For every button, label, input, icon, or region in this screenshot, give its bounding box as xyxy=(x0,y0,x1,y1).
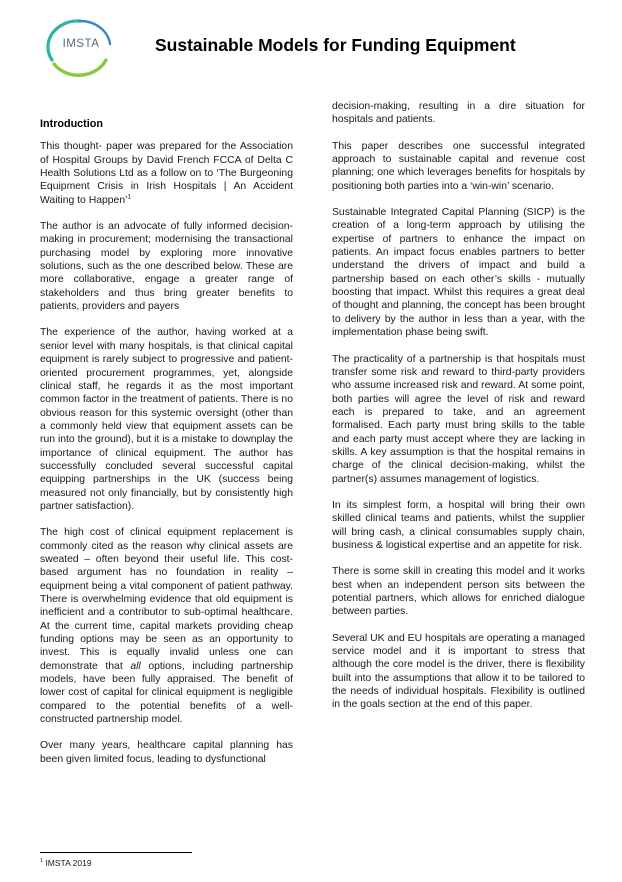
footnote-text: IMSTA 2019 xyxy=(45,858,92,868)
footnote xyxy=(40,858,92,868)
paragraph: Over many years, healthcare capital planning has been given limited focus, leading to dysfunctional xyxy=(40,740,293,765)
paragraph: There is some skill in creating this model and it works best when an independent person sits between the potential partners, which allows for enriched dialogue between parties. xyxy=(332,566,585,618)
paragraph: The author is an advocate of fully informed decision-making in procurement; modernising the transactional purchasing model by exploring more innovative solutions, such as the one described below. These are more collaborative, engage a greater range of stakeholders and thus bring greater benefits to patients, providers and payers xyxy=(40,221,293,313)
footnote-divider xyxy=(40,852,192,853)
paragraph: Several UK and EU hospitals are operating a managed service model and it is important to stress that although the core model is the driver, there is flexibility built into the assumptions that allow it to be tailored to the needs of individual hospitals. Flexibility is outlined in the goals section at the end of this paper. xyxy=(332,632,585,711)
paragraph: The practicality of a partnership is that hospitals must transfer some risk and reward to third-party providers who assume increased risk and reward. At some point, both parties will agree the level of risk and reward each is prepared to take, and an agreement formalised. Each party must bring skills to the table and each party must accept where they are lacking in skills. A key assumption is that the hospital remains in charge of the clinical decision-making, whilst the partner(s) assumes management of logistics. xyxy=(332,353,585,485)
page-title: Sustainable Models for Funding Equipment xyxy=(155,35,516,55)
paragraph: Sustainable Integrated Capital Planning (SICP) is the creation of a long-term approach by utilising the expertise of partners to enhance the impact on patients. An impact focus enables partners to better understand the drivers of impact and build a partnership based on each other’s skills - mutually boosting that impact. Whilst this requires a great deal of thought and planning, the concept has been brought to delivery by the author in less than a year, with the implementation phase being swift. xyxy=(332,207,585,339)
logo-text: IMSTA xyxy=(62,38,100,50)
paragraph: decision-making, resulting in a dire situation for hospitals and patients. xyxy=(332,101,585,126)
paragraph: This paper describes one successful integrated approach to sustainable capital and revenue cost planning; one which leverages benefits for hospitals by positioning both parties into a ‘win-win’ scenario. xyxy=(332,140,585,192)
paragraph: In its simplest form, a hospital will bring their own skilled clinical teams and patients, whilst the supplier will bring cash, a clinical consumables supply chain, business & logistical expertise and an appetite for risk. xyxy=(332,499,585,551)
footnote-ref: 1 xyxy=(127,193,132,201)
section-heading-introduction: Introduction xyxy=(40,118,103,130)
imsta-logo xyxy=(40,16,122,78)
paragraph: The high cost of clinical equipment replacement is commonly cited as the reason why clinical assets are sweated – often beyond their useful life. This cost-based argument has no foundation in reality – equipment being a vital component of patient pathway. There is overwhelming evidence that old equipment is inefficient and a contributor to sub-optimal healthcare. At the current time, capital markets providing cheap funding options may be seen as an opportunity to invest. This is equally invalid unless one can demonstrate that all options, including partnership models, have been fully appraised. The benefit of lower cost of capital for clinical equipment is negligible compared to the potential benefits of a well-constructed partnership model. xyxy=(40,527,293,726)
paragraph: This thought- paper was prepared for the Association of Hospital Groups by David French FCCA of Delta C Health Solutions Ltd as a follow on to ‘The Burgeoning Equipment Crisis in Irish Hospitals | An Accident Waiting to Happen’$^1$ xyxy=(40,141,293,206)
footnote-marker: 1 xyxy=(40,858,44,865)
left-column xyxy=(40,100,293,779)
right-column xyxy=(332,100,585,725)
paragraph: The experience of the author, having worked at a senior level with many hospitals, is that clinical capital equipment is rarely subject to progressive and patient-oriented procurement programmes, yet, alongside clinical staff, he regards it as the most important common factor in the treatment of patients. There is no obvious reason for this systemic oversight (other than a commonly held view that equipment assets can be run into the ground), but it is a mistake to downplay the importance of clinical equipment. The author has successfully concluded several successful capital equipping partnerships in the UK (success being measured not only financially, but by consistently high partner satisfaction). xyxy=(40,327,293,512)
